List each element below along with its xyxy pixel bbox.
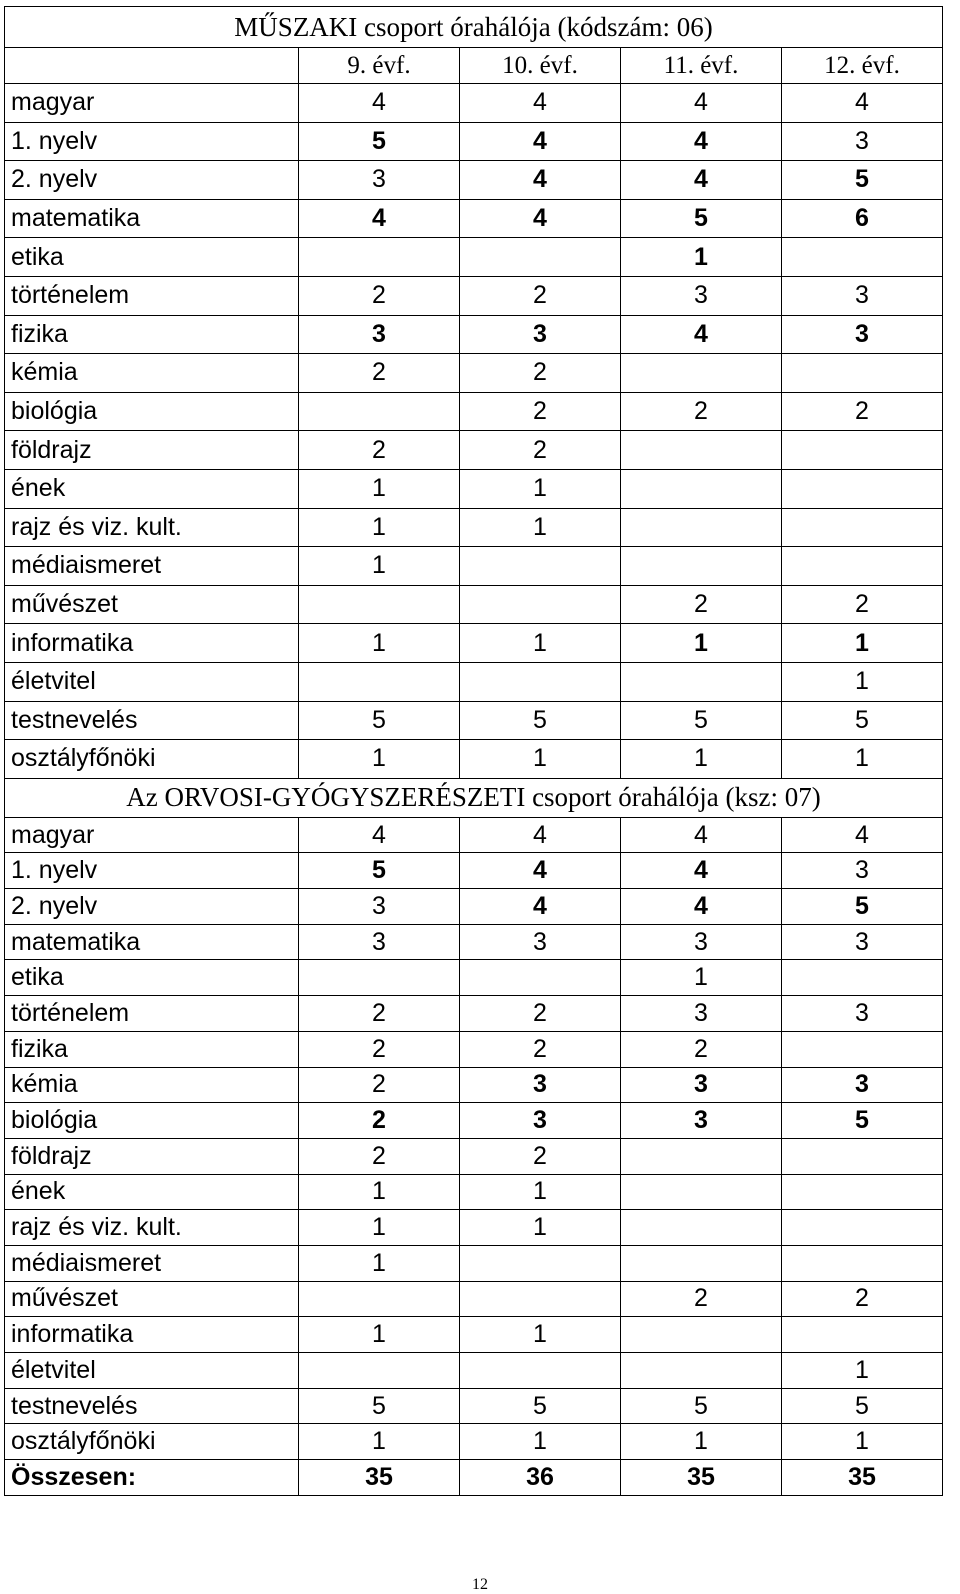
subject-label: kémia bbox=[5, 354, 299, 393]
hours-cell: 5 bbox=[299, 853, 460, 889]
hours-cell: 4 bbox=[621, 161, 782, 200]
hours-cell: 2 bbox=[782, 392, 943, 431]
hours-cell: 3 bbox=[621, 924, 782, 960]
subject-label: médiaismeret bbox=[5, 1245, 299, 1281]
hours-cell: 5 bbox=[782, 1388, 943, 1424]
hours-cell: 3 bbox=[621, 1067, 782, 1103]
hours-cell: 1 bbox=[299, 1174, 460, 1210]
hours-cell: 4 bbox=[460, 199, 621, 238]
hours-cell: 1 bbox=[460, 624, 621, 663]
hours-cell: 5 bbox=[782, 701, 943, 740]
hours-cell: 4 bbox=[460, 122, 621, 161]
hours-cell: 5 bbox=[782, 1103, 943, 1139]
hours-cell: 2 bbox=[299, 354, 460, 393]
hours-cell: 5 bbox=[782, 889, 943, 925]
hours-cell: 1 bbox=[782, 740, 943, 779]
hours-cell bbox=[299, 392, 460, 431]
hours-cell: 2 bbox=[299, 1138, 460, 1174]
hours-cell bbox=[460, 1353, 621, 1389]
hours-cell: 3 bbox=[460, 1103, 621, 1139]
hours-cell bbox=[460, 662, 621, 701]
hours-cell: 1 bbox=[299, 624, 460, 663]
hours-cell bbox=[299, 960, 460, 996]
hours-cell: 1 bbox=[299, 469, 460, 508]
hours-cell bbox=[782, 1031, 943, 1067]
total-cell: 35 bbox=[299, 1460, 460, 1496]
subject-label: 2. nyelv bbox=[5, 161, 299, 200]
total-label: Összesen: bbox=[5, 1460, 299, 1496]
hours-cell: 5 bbox=[299, 701, 460, 740]
hours-cell: 2 bbox=[299, 1067, 460, 1103]
hours-cell bbox=[621, 662, 782, 701]
subject-label: rajz és viz. kult. bbox=[5, 1210, 299, 1246]
hours-cell: 1 bbox=[299, 740, 460, 779]
table-row bbox=[5, 1174, 943, 1210]
hours-cell: 4 bbox=[621, 84, 782, 123]
table-row bbox=[5, 315, 943, 354]
table-row bbox=[5, 1067, 943, 1103]
table-row bbox=[5, 238, 943, 277]
hours-cell bbox=[782, 1174, 943, 1210]
hours-cell bbox=[299, 238, 460, 277]
hours-cell bbox=[782, 547, 943, 586]
table-row bbox=[5, 392, 943, 431]
table-row bbox=[5, 960, 943, 996]
hours-cell: 4 bbox=[621, 817, 782, 853]
hours-cell: 5 bbox=[621, 199, 782, 238]
table-row bbox=[5, 431, 943, 470]
subject-label: 2. nyelv bbox=[5, 889, 299, 925]
subject-label: informatika bbox=[5, 1317, 299, 1353]
subject-label: történelem bbox=[5, 276, 299, 315]
hours-cell: 3 bbox=[460, 315, 621, 354]
hours-cell bbox=[782, 1138, 943, 1174]
subject-label: rajz és viz. kult. bbox=[5, 508, 299, 547]
hours-cell: 3 bbox=[460, 1067, 621, 1103]
subject-label: matematika bbox=[5, 924, 299, 960]
table-row bbox=[5, 1281, 943, 1317]
section2-title: Az ORVOSI-GYÓGYSZERÉSZETI csoport órahálója (ksz: 07) bbox=[5, 778, 943, 817]
hours-cell: 3 bbox=[299, 924, 460, 960]
hours-cell bbox=[782, 469, 943, 508]
table-row bbox=[5, 889, 943, 925]
subject-label: életvitel bbox=[5, 662, 299, 701]
timetable-table bbox=[4, 6, 943, 1496]
hours-cell: 1 bbox=[299, 1317, 460, 1353]
hours-cell: 5 bbox=[621, 1388, 782, 1424]
hours-cell: 2 bbox=[460, 1138, 621, 1174]
hours-cell bbox=[621, 547, 782, 586]
hours-cell: 4 bbox=[299, 199, 460, 238]
hours-cell: 5 bbox=[782, 161, 943, 200]
section1-title: MŰSZAKI csoport órahálója (kódszám: 06) bbox=[5, 7, 943, 48]
table-row bbox=[5, 1245, 943, 1281]
subject-label: osztályfőnöki bbox=[5, 1424, 299, 1460]
subject-label: fizika bbox=[5, 315, 299, 354]
hours-cell: 5 bbox=[299, 122, 460, 161]
hours-cell: 1 bbox=[621, 1424, 782, 1460]
hours-cell: 3 bbox=[621, 1103, 782, 1139]
hours-cell: 2 bbox=[460, 276, 621, 315]
table-row bbox=[5, 996, 943, 1032]
hours-cell: 5 bbox=[460, 1388, 621, 1424]
hours-cell: 3 bbox=[299, 315, 460, 354]
year-header-row bbox=[5, 48, 943, 84]
table-row bbox=[5, 354, 943, 393]
hours-cell: 4 bbox=[460, 817, 621, 853]
section2-title-row bbox=[5, 778, 943, 817]
hours-cell: 3 bbox=[460, 924, 621, 960]
hours-cell: 2 bbox=[299, 431, 460, 470]
hours-cell bbox=[621, 354, 782, 393]
hours-cell: 1 bbox=[621, 624, 782, 663]
table-row bbox=[5, 924, 943, 960]
hours-cell: 1 bbox=[299, 1424, 460, 1460]
hours-cell bbox=[782, 1317, 943, 1353]
hours-cell: 4 bbox=[460, 84, 621, 123]
table-row bbox=[5, 1138, 943, 1174]
table-row bbox=[5, 1031, 943, 1067]
subject-label: ének bbox=[5, 1174, 299, 1210]
table-row bbox=[5, 161, 943, 200]
table-row bbox=[5, 469, 943, 508]
hours-cell: 3 bbox=[782, 924, 943, 960]
total-cell: 36 bbox=[460, 1460, 621, 1496]
hours-cell bbox=[621, 1210, 782, 1246]
year-header-9: 9. évf. bbox=[299, 48, 460, 84]
table-row bbox=[5, 817, 943, 853]
hours-cell: 2 bbox=[621, 585, 782, 624]
page-number: 12 bbox=[472, 1576, 488, 1593]
hours-cell: 5 bbox=[460, 701, 621, 740]
subject-label: fizika bbox=[5, 1031, 299, 1067]
hours-cell: 4 bbox=[460, 889, 621, 925]
hours-cell bbox=[782, 354, 943, 393]
hours-cell: 3 bbox=[782, 276, 943, 315]
hours-cell: 1 bbox=[299, 1245, 460, 1281]
subject-label: magyar bbox=[5, 817, 299, 853]
hours-cell: 1 bbox=[782, 1353, 943, 1389]
hours-cell bbox=[621, 1245, 782, 1281]
hours-cell: 6 bbox=[782, 199, 943, 238]
subject-label: 1. nyelv bbox=[5, 122, 299, 161]
year-header-12: 12. évf. bbox=[782, 48, 943, 84]
hours-cell bbox=[460, 585, 621, 624]
table-row bbox=[5, 1388, 943, 1424]
hours-cell: 2 bbox=[460, 392, 621, 431]
hours-cell: 2 bbox=[621, 392, 782, 431]
hours-cell bbox=[782, 1210, 943, 1246]
table-row bbox=[5, 585, 943, 624]
total-cell: 35 bbox=[782, 1460, 943, 1496]
hours-cell: 1 bbox=[782, 1424, 943, 1460]
subject-label: informatika bbox=[5, 624, 299, 663]
table-row bbox=[5, 853, 943, 889]
hours-cell: 1 bbox=[460, 1317, 621, 1353]
hours-cell bbox=[621, 1174, 782, 1210]
hours-cell: 3 bbox=[782, 315, 943, 354]
table-row bbox=[5, 1210, 943, 1246]
year-header-10: 10. évf. bbox=[460, 48, 621, 84]
hours-cell: 3 bbox=[299, 889, 460, 925]
hours-cell: 1 bbox=[460, 508, 621, 547]
subject-label: testnevelés bbox=[5, 701, 299, 740]
subject-label: 1. nyelv bbox=[5, 853, 299, 889]
hours-cell: 4 bbox=[621, 122, 782, 161]
section1-title-row bbox=[5, 7, 943, 48]
subject-label: történelem bbox=[5, 996, 299, 1032]
hours-cell: 1 bbox=[460, 469, 621, 508]
hours-cell bbox=[782, 238, 943, 277]
subject-label: etika bbox=[5, 960, 299, 996]
hours-cell: 2 bbox=[782, 585, 943, 624]
hours-cell: 1 bbox=[460, 1210, 621, 1246]
hours-cell: 1 bbox=[782, 662, 943, 701]
subject-label: testnevelés bbox=[5, 1388, 299, 1424]
table-row bbox=[5, 84, 943, 123]
hours-cell: 2 bbox=[621, 1281, 782, 1317]
hours-cell: 2 bbox=[299, 996, 460, 1032]
hours-cell: 3 bbox=[782, 1067, 943, 1103]
subject-label: matematika bbox=[5, 199, 299, 238]
table-row bbox=[5, 547, 943, 586]
subject-label: biológia bbox=[5, 1103, 299, 1139]
hours-cell: 4 bbox=[460, 161, 621, 200]
table-row bbox=[5, 1424, 943, 1460]
table-row bbox=[5, 122, 943, 161]
table-row bbox=[5, 624, 943, 663]
hours-cell bbox=[782, 431, 943, 470]
hours-cell bbox=[299, 1281, 460, 1317]
hours-cell bbox=[299, 585, 460, 624]
table-row bbox=[5, 662, 943, 701]
hours-cell bbox=[621, 1317, 782, 1353]
subject-label: médiaismeret bbox=[5, 547, 299, 586]
subject-label: ének bbox=[5, 469, 299, 508]
hours-cell bbox=[782, 960, 943, 996]
table-row bbox=[5, 1317, 943, 1353]
hours-cell: 1 bbox=[460, 740, 621, 779]
hours-cell: 3 bbox=[782, 996, 943, 1032]
hours-cell: 1 bbox=[299, 547, 460, 586]
table-row bbox=[5, 508, 943, 547]
table-row bbox=[5, 740, 943, 779]
hours-cell bbox=[460, 238, 621, 277]
hours-cell bbox=[299, 1353, 460, 1389]
subject-label: művészet bbox=[5, 1281, 299, 1317]
hours-cell bbox=[621, 1138, 782, 1174]
subject-label: művészet bbox=[5, 585, 299, 624]
total-cell: 35 bbox=[621, 1460, 782, 1496]
hours-cell: 2 bbox=[782, 1281, 943, 1317]
hours-cell bbox=[460, 1245, 621, 1281]
hours-cell: 4 bbox=[782, 817, 943, 853]
hours-cell: 4 bbox=[299, 817, 460, 853]
hours-cell bbox=[460, 1281, 621, 1317]
hours-cell: 4 bbox=[299, 84, 460, 123]
total-row bbox=[5, 1460, 943, 1496]
table-row bbox=[5, 701, 943, 740]
hours-cell bbox=[299, 662, 460, 701]
hours-cell bbox=[782, 508, 943, 547]
hours-cell: 1 bbox=[621, 238, 782, 277]
subject-label: magyar bbox=[5, 84, 299, 123]
hours-cell: 5 bbox=[621, 701, 782, 740]
hours-cell: 3 bbox=[299, 161, 460, 200]
hours-cell: 1 bbox=[299, 1210, 460, 1246]
table-row bbox=[5, 1353, 943, 1389]
hours-cell bbox=[621, 1353, 782, 1389]
hours-cell bbox=[621, 508, 782, 547]
hours-cell: 1 bbox=[782, 624, 943, 663]
hours-cell: 2 bbox=[621, 1031, 782, 1067]
hours-cell: 2 bbox=[460, 996, 621, 1032]
hours-cell: 3 bbox=[621, 276, 782, 315]
hours-cell: 1 bbox=[621, 960, 782, 996]
hours-cell bbox=[460, 547, 621, 586]
hours-cell: 2 bbox=[460, 1031, 621, 1067]
year-header-empty bbox=[5, 48, 299, 84]
hours-cell: 1 bbox=[460, 1424, 621, 1460]
hours-cell: 5 bbox=[299, 1388, 460, 1424]
table-row bbox=[5, 199, 943, 238]
hours-cell: 2 bbox=[460, 354, 621, 393]
hours-cell: 2 bbox=[460, 431, 621, 470]
hours-cell: 2 bbox=[299, 276, 460, 315]
hours-cell: 1 bbox=[299, 508, 460, 547]
hours-cell: 4 bbox=[782, 84, 943, 123]
subject-label: életvitel bbox=[5, 1353, 299, 1389]
hours-cell bbox=[782, 1245, 943, 1281]
timetable-body bbox=[5, 7, 943, 1496]
subject-label: földrajz bbox=[5, 1138, 299, 1174]
hours-cell: 1 bbox=[621, 740, 782, 779]
hours-cell: 1 bbox=[460, 1174, 621, 1210]
table-row bbox=[5, 276, 943, 315]
subject-label: kémia bbox=[5, 1067, 299, 1103]
hours-cell: 2 bbox=[299, 1103, 460, 1139]
hours-cell: 4 bbox=[621, 853, 782, 889]
subject-label: biológia bbox=[5, 392, 299, 431]
hours-cell: 3 bbox=[621, 996, 782, 1032]
subject-label: etika bbox=[5, 238, 299, 277]
hours-cell: 4 bbox=[621, 315, 782, 354]
hours-cell: 3 bbox=[782, 122, 943, 161]
hours-cell bbox=[621, 431, 782, 470]
subject-label: földrajz bbox=[5, 431, 299, 470]
hours-cell bbox=[460, 960, 621, 996]
table-row bbox=[5, 1103, 943, 1139]
hours-cell: 4 bbox=[621, 889, 782, 925]
year-header-11: 11. évf. bbox=[621, 48, 782, 84]
hours-cell: 3 bbox=[782, 853, 943, 889]
hours-cell: 4 bbox=[460, 853, 621, 889]
subject-label: osztályfőnöki bbox=[5, 740, 299, 779]
hours-cell bbox=[621, 469, 782, 508]
hours-cell: 2 bbox=[299, 1031, 460, 1067]
